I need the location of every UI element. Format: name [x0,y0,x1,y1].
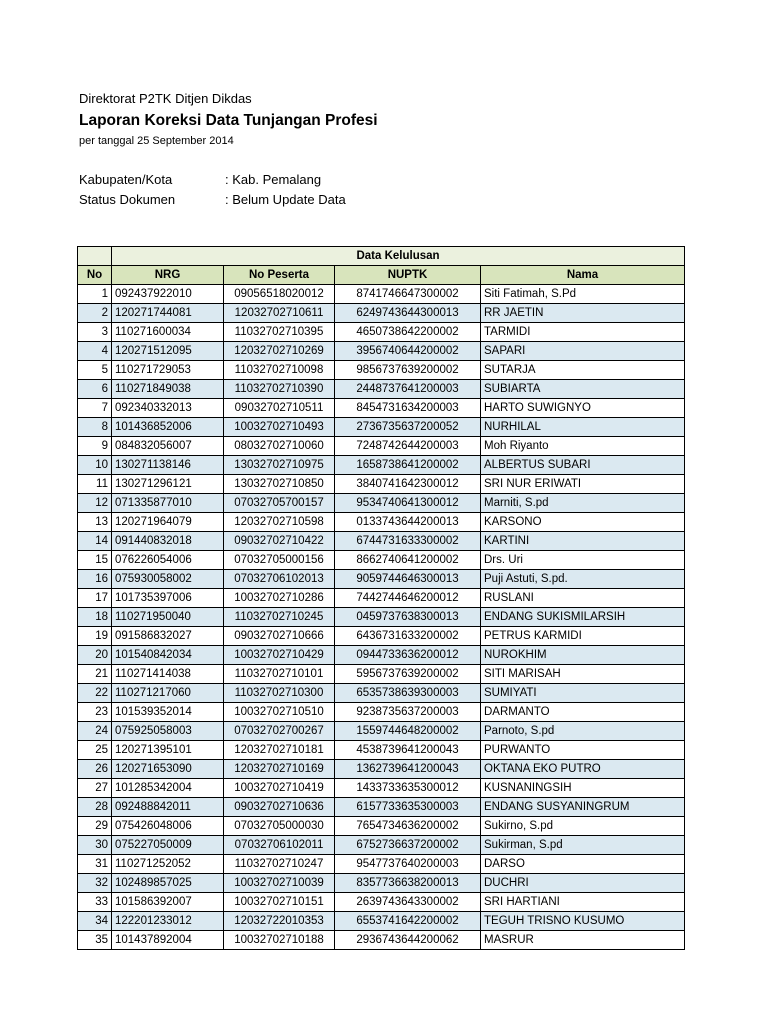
cell-nuptk: 1433733635300012 [335,779,481,798]
column-header-row [78,266,685,285]
cell-nrg: 120271395101 [112,741,224,760]
cell-nrg: 110271252052 [112,855,224,874]
cell-nrg: 071335877010 [112,494,224,513]
cell-nrg: 101586392007 [112,893,224,912]
cell-no-peserta: 07032706102011 [224,836,335,855]
table-row [78,418,685,437]
cell-nama: NURHILAL [481,418,685,437]
cell-no: 33 [78,893,112,912]
table-row [78,665,685,684]
cell-no: 34 [78,912,112,931]
cell-no-peserta: 12032702710611 [224,304,335,323]
table-row [78,285,685,304]
cell-nama: PETRUS KARMIDI [481,627,685,646]
cell-nuptk: 7654734636200002 [335,817,481,836]
cell-nama: Puji Astuti, S.pd. [481,570,685,589]
cell-nama: Sukirno, S.pd [481,817,685,836]
cell-nuptk: 1362739641200043 [335,760,481,779]
table-row [78,912,685,931]
cell-no-peserta: 11032702710390 [224,380,335,399]
table-row [78,456,685,475]
cell-no: 3 [78,323,112,342]
cell-nrg: 110271950040 [112,608,224,627]
cell-no: 13 [78,513,112,532]
cell-no-peserta: 12032702710181 [224,741,335,760]
table-row [78,646,685,665]
cell-no-peserta: 09032702710636 [224,798,335,817]
cell-nuptk: 8741746647300002 [335,285,481,304]
cell-nuptk: 9547737640200003 [335,855,481,874]
cell-nuptk: 0944733636200012 [335,646,481,665]
table-row [78,589,685,608]
cell-nrg: 120271964079 [112,513,224,532]
table-row [78,836,685,855]
cell-no: 16 [78,570,112,589]
cell-no-peserta: 07032705700157 [224,494,335,513]
cell-no: 22 [78,684,112,703]
cell-nama: HARTO SUWIGNYO [481,399,685,418]
cell-nuptk: 2639743643300002 [335,893,481,912]
cell-nama: MASRUR [481,931,685,950]
cell-no-peserta: 12032702710269 [224,342,335,361]
column-header-no: No [78,266,112,285]
cell-nama: SUTARJA [481,361,685,380]
cell-nrg: 101540842034 [112,646,224,665]
table-row [78,532,685,551]
table-row [78,931,685,950]
cell-nuptk: 6249743644300013 [335,304,481,323]
cell-no: 1 [78,285,112,304]
cell-nrg: 101436852006 [112,418,224,437]
cell-nama: KUSNANINGSIH [481,779,685,798]
cell-no: 7 [78,399,112,418]
cell-no: 29 [78,817,112,836]
cell-nama: RUSLANI [481,589,685,608]
cell-nama: DARMANTO [481,703,685,722]
cell-nama: RR JAETIN [481,304,685,323]
kabupaten-label: Kabupaten/Kota [79,172,173,187]
cell-nrg: 075426048006 [112,817,224,836]
cell-no-peserta: 11032702710101 [224,665,335,684]
cell-no-peserta: 09056518020012 [224,285,335,304]
status-value: : Belum Update Data [225,192,346,207]
report-title: Laporan Koreksi Data Tunjangan Profesi [79,112,378,129]
cell-nuptk: 8357736638200013 [335,874,481,893]
cell-nrg: 091440832018 [112,532,224,551]
cell-no-peserta: 10032702710510 [224,703,335,722]
cell-no-peserta: 11032702710395 [224,323,335,342]
cell-nama: KARSONO [481,513,685,532]
cell-nama: SRI NUR ERIWATI [481,475,685,494]
cell-no: 25 [78,741,112,760]
cell-nrg: 110271414038 [112,665,224,684]
cell-nama: OKTANA EKO PUTRO [481,760,685,779]
cell-no: 21 [78,665,112,684]
cell-nama: Siti Fatimah, S.Pd [481,285,685,304]
cell-nuptk: 6157733635300003 [335,798,481,817]
cell-no: 9 [78,437,112,456]
table-row [78,399,685,418]
column-header-nrg: NRG [112,266,224,285]
cell-nuptk: 7248742644200003 [335,437,481,456]
cell-nama: PURWANTO [481,741,685,760]
cell-nrg: 101735397006 [112,589,224,608]
cell-no: 12 [78,494,112,513]
cell-nrg: 120271744081 [112,304,224,323]
cell-no-peserta: 11032702710300 [224,684,335,703]
cell-no: 15 [78,551,112,570]
table-row [78,608,685,627]
cell-no: 26 [78,760,112,779]
cell-no: 31 [78,855,112,874]
cell-nrg: 092488842011 [112,798,224,817]
table-row [78,760,685,779]
cell-no-peserta: 07032705000156 [224,551,335,570]
cell-nama: NUROKHIM [481,646,685,665]
cell-nuptk: 1658738641200002 [335,456,481,475]
cell-nrg: 076226054006 [112,551,224,570]
cell-no-peserta: 12032702710598 [224,513,335,532]
cell-nrg: 075925058003 [112,722,224,741]
cell-nama: ALBERTUS SUBARI [481,456,685,475]
cell-nama: DARSO [481,855,685,874]
cell-nuptk: 6752736637200002 [335,836,481,855]
table-row [78,304,685,323]
meta-status [79,192,346,207]
cell-nrg: 102489857025 [112,874,224,893]
table-row [78,380,685,399]
cell-no-peserta: 13032702710975 [224,456,335,475]
cell-no-peserta: 10032702710188 [224,931,335,950]
cell-nama: KARTINI [481,532,685,551]
table-row [78,817,685,836]
table-row [78,437,685,456]
organization-name: Direktorat P2TK Ditjen Dikdas [79,91,252,106]
cell-no: 27 [78,779,112,798]
cell-no-peserta: 10032702710493 [224,418,335,437]
cell-no: 19 [78,627,112,646]
cell-no: 4 [78,342,112,361]
cell-nama: Moh Riyanto [481,437,685,456]
cell-nama: TARMIDI [481,323,685,342]
table-row [78,551,685,570]
cell-nuptk: 6436731633200002 [335,627,481,646]
cell-nrg: 075930058002 [112,570,224,589]
cell-no: 32 [78,874,112,893]
cell-nuptk: 9534740641300012 [335,494,481,513]
cell-no-peserta: 09032702710511 [224,399,335,418]
cell-nuptk: 5956737639200002 [335,665,481,684]
cell-nama: ENDANG SUKISMILARSIH [481,608,685,627]
cell-nama: ENDANG SUSYANINGRUM [481,798,685,817]
cell-no: 35 [78,931,112,950]
cell-nama: SAPARI [481,342,685,361]
cell-no: 8 [78,418,112,437]
cell-no: 24 [78,722,112,741]
cell-no-peserta: 11032702710247 [224,855,335,874]
column-header-nuptk: NUPTK [335,266,481,285]
cell-nrg: 110271729053 [112,361,224,380]
cell-no: 20 [78,646,112,665]
cell-no-peserta: 12032702710169 [224,760,335,779]
cell-no: 6 [78,380,112,399]
cell-nrg: 092437922010 [112,285,224,304]
status-label: Status Dokumen [79,192,176,207]
cell-nrg: 101539352014 [112,703,224,722]
cell-no: 14 [78,532,112,551]
group-header-data-kelulusan: Data Kelulusan [112,247,685,266]
table-row [78,874,685,893]
cell-nrg: 091586832027 [112,627,224,646]
table-row [78,323,685,342]
cell-nama: Sukirman, S.pd [481,836,685,855]
cell-no-peserta: 10032702710151 [224,893,335,912]
cell-nuptk: 6535738639300003 [335,684,481,703]
cell-nuptk: 3956740644200002 [335,342,481,361]
cell-nama: Parnoto, S.pd [481,722,685,741]
cell-no-peserta: 10032702710429 [224,646,335,665]
cell-no: 17 [78,589,112,608]
column-header-nama: Nama [481,266,685,285]
cell-nuptk: 1559744648200002 [335,722,481,741]
cell-no-peserta: 11032702710098 [224,361,335,380]
cell-nuptk: 7442744646200012 [335,589,481,608]
cell-nrg: 092340332013 [112,399,224,418]
table-row [78,779,685,798]
cell-nuptk: 4650738642200002 [335,323,481,342]
cell-nuptk: 0459737638300013 [335,608,481,627]
kelulusan-table [77,246,685,950]
cell-no-peserta: 11032702710245 [224,608,335,627]
table-row [78,342,685,361]
cell-no: 28 [78,798,112,817]
cell-no-peserta: 09032702710422 [224,532,335,551]
cell-no-peserta: 10032702710286 [224,589,335,608]
cell-no: 10 [78,456,112,475]
cell-nuptk: 4538739641200043 [335,741,481,760]
column-header-no-peserta: No Peserta [224,266,335,285]
cell-no-peserta: 08032702710060 [224,437,335,456]
cell-nama: SITI MARISAH [481,665,685,684]
cell-nuptk: 2448737641200003 [335,380,481,399]
meta-kabupaten [79,172,321,187]
cell-no-peserta: 10032702710039 [224,874,335,893]
cell-nrg: 110271600034 [112,323,224,342]
cell-nuptk: 8454731634200003 [335,399,481,418]
cell-no-peserta: 07032705000030 [224,817,335,836]
cell-no: 18 [78,608,112,627]
cell-nama: Marniti, S.pd [481,494,685,513]
cell-nrg: 130271296121 [112,475,224,494]
cell-nuptk: 8662740641200002 [335,551,481,570]
table-row [78,494,685,513]
cell-nuptk: 9238735637200003 [335,703,481,722]
cell-no-peserta: 09032702710666 [224,627,335,646]
cell-nrg: 120271653090 [112,760,224,779]
table-row [78,798,685,817]
report-date: per tanggal 25 September 2014 [79,135,234,147]
cell-nrg: 101437892004 [112,931,224,950]
cell-nuptk: 0133743644200013 [335,513,481,532]
cell-nuptk: 3840741642300012 [335,475,481,494]
cell-nuptk: 2936743644200062 [335,931,481,950]
cell-no: 30 [78,836,112,855]
cell-no-peserta: 10032702710419 [224,779,335,798]
cell-nrg: 110271217060 [112,684,224,703]
cell-nama: SUMIYATI [481,684,685,703]
table-row [78,855,685,874]
table-row [78,513,685,532]
cell-nrg: 084832056007 [112,437,224,456]
cell-nuptk: 9059744646300013 [335,570,481,589]
cell-nuptk: 2736735637200052 [335,418,481,437]
cell-nrg: 120271512095 [112,342,224,361]
cell-nama: DUCHRI [481,874,685,893]
table-row [78,475,685,494]
cell-nuptk: 9856737639200002 [335,361,481,380]
cell-nrg: 110271849038 [112,380,224,399]
table-row [78,893,685,912]
table-row [78,684,685,703]
table-row [78,741,685,760]
table-row [78,703,685,722]
cell-no: 5 [78,361,112,380]
cell-nrg: 122201233012 [112,912,224,931]
cell-nuptk: 6744731633300002 [335,532,481,551]
table-row [78,722,685,741]
cell-no-peserta: 13032702710850 [224,475,335,494]
cell-nama: SRI HARTIANI [481,893,685,912]
kabupaten-value: : Kab. Pemalang [225,172,322,187]
table-row [78,570,685,589]
cell-no-peserta: 07032702700267 [224,722,335,741]
group-header-row [78,247,685,266]
cell-no: 2 [78,304,112,323]
cell-nrg: 101285342004 [112,779,224,798]
cell-nama: Drs. Uri [481,551,685,570]
cell-nrg: 075227050009 [112,836,224,855]
cell-no: 23 [78,703,112,722]
cell-no: 11 [78,475,112,494]
cell-nuptk: 6553741642200002 [335,912,481,931]
table-row [78,627,685,646]
cell-nrg: 130271138146 [112,456,224,475]
cell-no-peserta: 12032722010353 [224,912,335,931]
cell-nama: TEGUH TRISNO KUSUMO [481,912,685,931]
group-header-spacer [78,247,112,266]
table-row [78,361,685,380]
cell-no-peserta: 07032706102013 [224,570,335,589]
cell-nama: SUBIARTA [481,380,685,399]
